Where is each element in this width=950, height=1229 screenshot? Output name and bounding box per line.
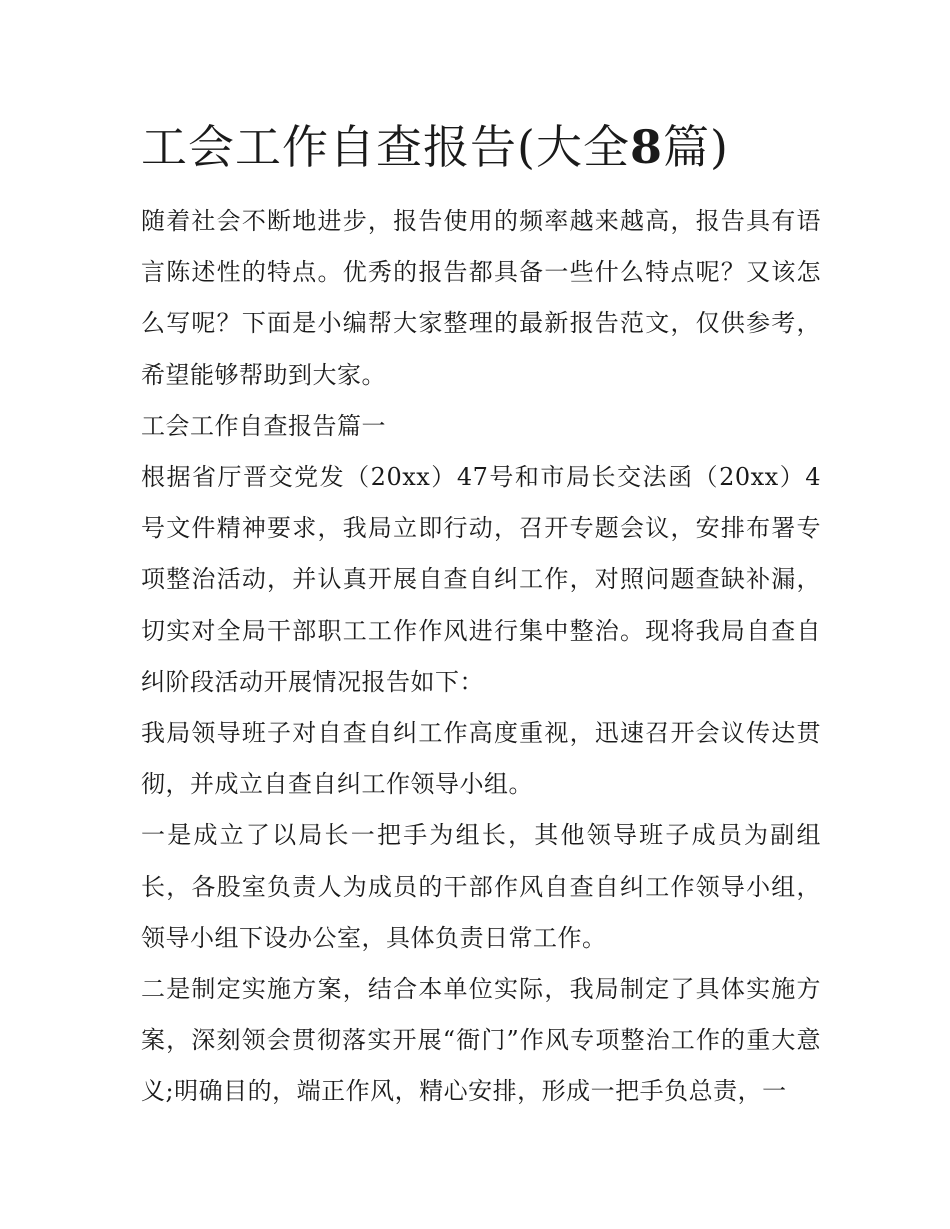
section-heading: 工会工作自查报告篇一	[141, 411, 386, 440]
body-paragraph: 我局领导班子对自查自纠工作高度重视，迅速召开会议传达贯彻，并成立自查自纠工作领导小组。	[141, 719, 821, 799]
title-number: 8	[629, 120, 663, 174]
title-prefix: 工会工作自查报告(大全	[141, 120, 630, 174]
body-paragraph: 二是制定实施方案，结合本单位实际，我局制定了具体实施方案，深刻领会贯彻落实开展“衙门”作风专项整治工作的重大意义;明确目的，端正作风，精心安排，形成一把手负总责，一	[141, 975, 821, 1106]
title-suffix: 篇)	[662, 120, 729, 174]
intro-paragraph: 随着社会不断地进步，报告使用的频率越来越高，报告具有语言陈述性的特点。优秀的报告都具备一些什么特点呢？又该怎么写呢？下面是小编帮大家整理的最新报告范文，仅供参考，希望能够帮助到大家。	[141, 207, 821, 389]
body-paragraph: 根据省厅晋交党发（20xx）47号和市局长交法函（20xx）4号文件精神要求，我局立即行动，召开专题会议，安排布署专项整治活动，并认真开展自查自纠工作，对照问题查缺补漏，切实对全局干部职工工作作风进行集中整治。现将我局自查自纠阶段活动开展情况报告如下：	[141, 463, 821, 696]
body-paragraph: 一是成立了以局长一把手为组长，其他领导班子成员为副组长，各股室负责人为成员的干部作风自查自纠工作领导小组，领导小组下设办公室，具体负责日常工作。	[141, 821, 821, 952]
document-body	[141, 116, 821, 1118]
document-title	[141, 116, 821, 178]
